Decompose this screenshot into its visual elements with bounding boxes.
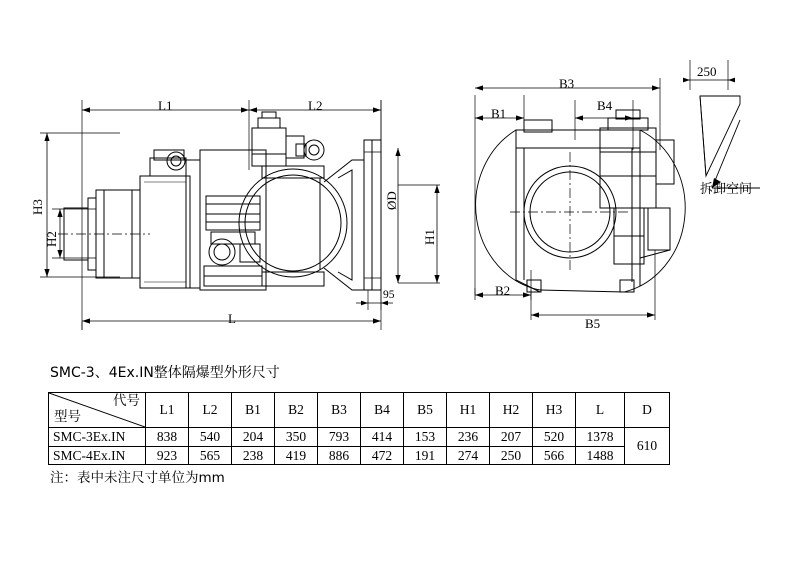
cell-smc4-L: 1488: [576, 446, 625, 465]
table-header-row: [49, 393, 670, 428]
cell-smc4-B1: 238: [232, 446, 275, 465]
col-header-H3: H3: [533, 393, 576, 428]
cell-smc3-L: 1378: [576, 428, 625, 447]
col-header-H1: H1: [447, 393, 490, 428]
dim-label-L1: L1: [158, 98, 173, 113]
cell-smc3-B3: 793: [318, 428, 361, 447]
col-header-B4: B4: [361, 393, 404, 428]
col-header-B3: B3: [318, 393, 361, 428]
dim-label-H2: H2: [44, 231, 59, 247]
removal-space-annotation: 拆卸空间: [700, 182, 753, 197]
cell-smc3-B5: 153: [404, 428, 447, 447]
dim-label-H1: H1: [422, 229, 437, 245]
cell-smc4-H1: 274: [447, 446, 490, 465]
cell-smc4-B3: 886: [318, 446, 361, 465]
cell-smc3-H3: 520: [533, 428, 576, 447]
cell-shared-D: 610: [625, 428, 670, 465]
dim-label-B2: B2: [495, 283, 511, 298]
col-header-H2: H2: [490, 393, 533, 428]
cell-smc3-H2: 207: [490, 428, 533, 447]
cell-smc4-B4: 472: [361, 446, 404, 465]
col-header-D: D: [625, 393, 670, 428]
table-title: SMC-3、4Ex.IN整体隔爆型外形尺寸: [50, 365, 280, 381]
row-model-smc3: SMC-3Ex.IN: [49, 428, 146, 447]
dim-label-H3: H3: [30, 199, 45, 215]
table-row: [49, 446, 670, 465]
cell-smc4-H2: 250: [490, 446, 533, 465]
col-header-L: L: [576, 393, 625, 428]
cell-smc4-B5: 191: [404, 446, 447, 465]
cell-smc3-B4: 414: [361, 428, 404, 447]
table-note: 注：表中未注尺寸单位为mm: [50, 470, 225, 486]
cell-smc4-H3: 566: [533, 446, 576, 465]
cell-smc4-B2: 419: [275, 446, 318, 465]
dim-label-B1: B1: [491, 106, 507, 121]
corner-label-code: 代号: [113, 393, 140, 409]
cell-smc3-L2: 540: [189, 428, 232, 447]
dim-label-250: 250: [697, 64, 717, 79]
cell-smc3-B2: 350: [275, 428, 318, 447]
cell-smc3-H1: 236: [447, 428, 490, 447]
corner-label-model: 型号: [54, 409, 81, 426]
col-header-B1: B1: [232, 393, 275, 428]
dimension-table: [48, 392, 670, 465]
cell-smc4-L1: 923: [146, 446, 189, 465]
col-header-L1: L1: [146, 393, 189, 428]
dim-label-L: L: [228, 311, 236, 326]
dim-label-L2: L2: [308, 98, 323, 113]
dim-label-B4: B4: [597, 98, 613, 113]
col-header-B2: B2: [275, 393, 318, 428]
row-model-smc4: SMC-4Ex.IN: [49, 446, 146, 465]
dim-label-B3: B3: [559, 76, 575, 91]
col-header-L2: L2: [189, 393, 232, 428]
table-row: [49, 428, 670, 447]
col-header-B5: B5: [404, 393, 447, 428]
table-corner-cell: [49, 393, 146, 428]
cell-smc3-L1: 838: [146, 428, 189, 447]
dim-label-D: ØD: [384, 191, 399, 210]
dim-label-B5: B5: [585, 316, 601, 331]
cell-smc4-L2: 565: [189, 446, 232, 465]
dim-label-95: 95: [383, 289, 395, 301]
cell-smc3-B1: 204: [232, 428, 275, 447]
